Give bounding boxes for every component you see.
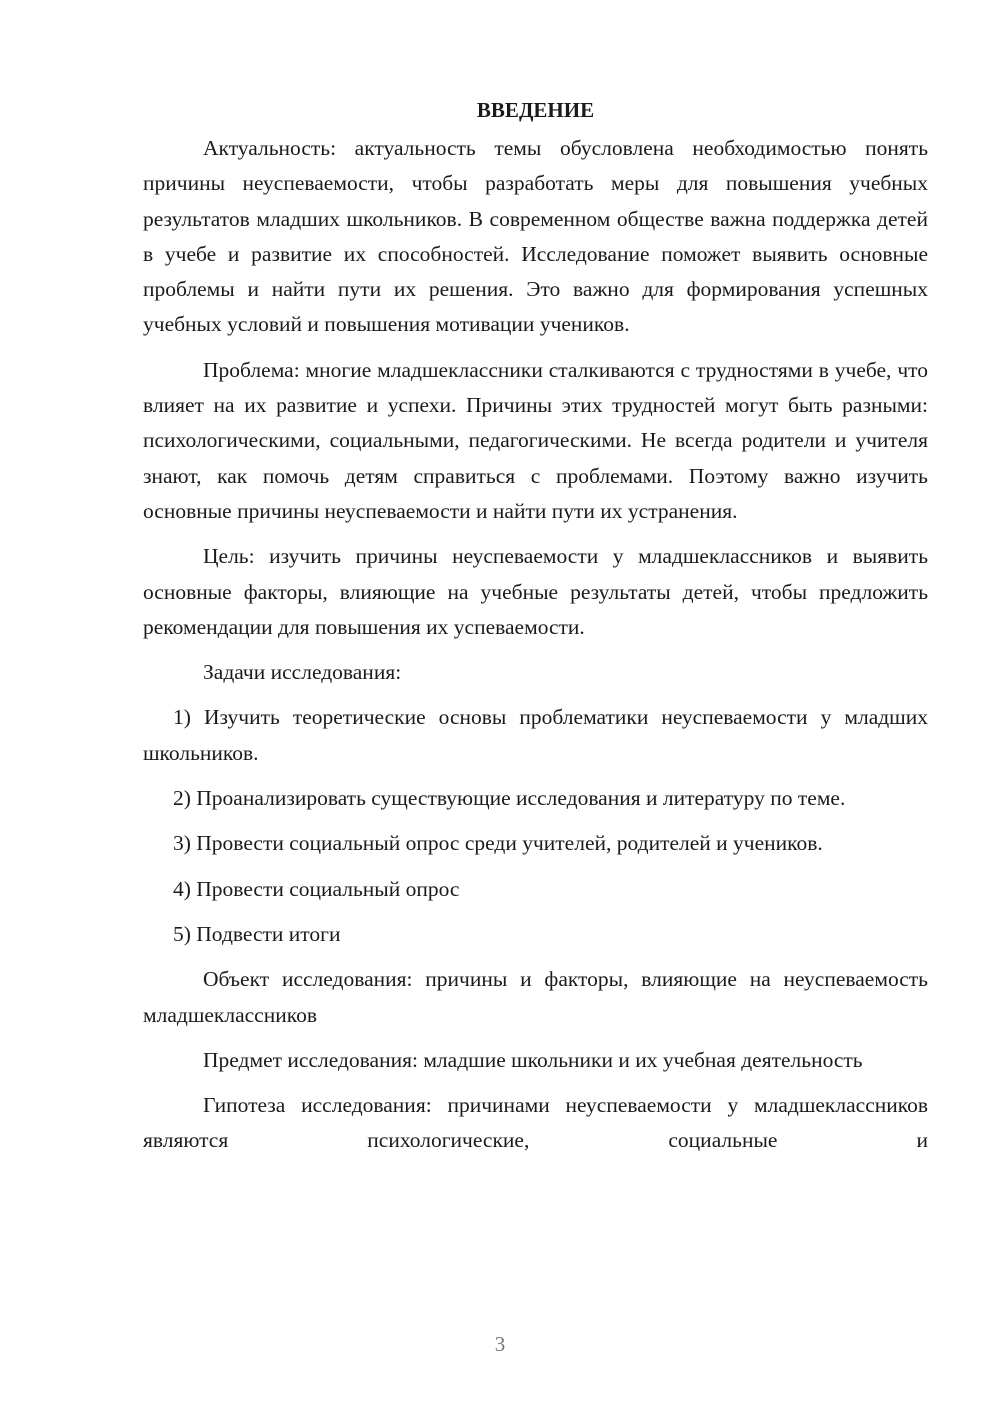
paragraph-relevance: Актуальность: актуальность темы обусловлена необходимостью понять причины неуспеваемости, чтобы разработать меры для повышения учебных результатов младших школьников. В современном обществе важна поддержка детей в учебе и развитие их способностей. Исследование поможет выявить основные проблемы и найти пути их решения. Это важно для формирования успешных учебных условий и повышения мотивации учеников. [143, 136, 928, 337]
page-number: 3 [494, 1332, 506, 1356]
paragraph-goal: Цель: изучить причины неуспеваемости у младшеклассников и выявить основные факторы, влияющие на учебные результаты детей, чтобы предложить рекомендации для повышения их успеваемости. [143, 544, 928, 639]
document-page [143, 90, 928, 1169]
paragraph-problem: Проблема: многие младшеклассники сталкиваются с трудностями в учебе, что влияет на их развитие и успехи. Причины этих трудностей могут быть разными: психологическими, социальными, педагогическими. Не всегда родители и учителя знают, как помочь детям справиться с проблемами. Поэтому важно изучить основные причины неуспеваемости и найти пути их устранения. [143, 357, 928, 523]
task-item: 2) Проанализировать существующие исследования и литературу по теме. [173, 786, 846, 811]
paragraph-object: Объект исследования: причины и факторы, влияющие на неуспеваемость младшеклассников [143, 967, 928, 1027]
task-item: 3) Провести социальный опрос среди учителей, родителей и учеников. [173, 831, 823, 856]
paragraph-hypothesis: Гипотеза исследования: причинами неуспеваемости у младшеклассников являются психологические, социальные и [143, 1093, 928, 1153]
task-item: 1) Изучить теоретические основы проблематики неуспеваемости у младших школьников. [143, 705, 928, 765]
tasks-heading: Задачи исследования: [203, 660, 402, 685]
task-item: 4) Провести социальный опрос [173, 876, 460, 901]
task-item: 5) Подвести итоги [173, 921, 341, 946]
page-title: ВВЕДЕНИЕ [476, 98, 595, 122]
paragraph-subject: Предмет исследования: младшие школьники и их учебная деятельность [203, 1047, 863, 1072]
